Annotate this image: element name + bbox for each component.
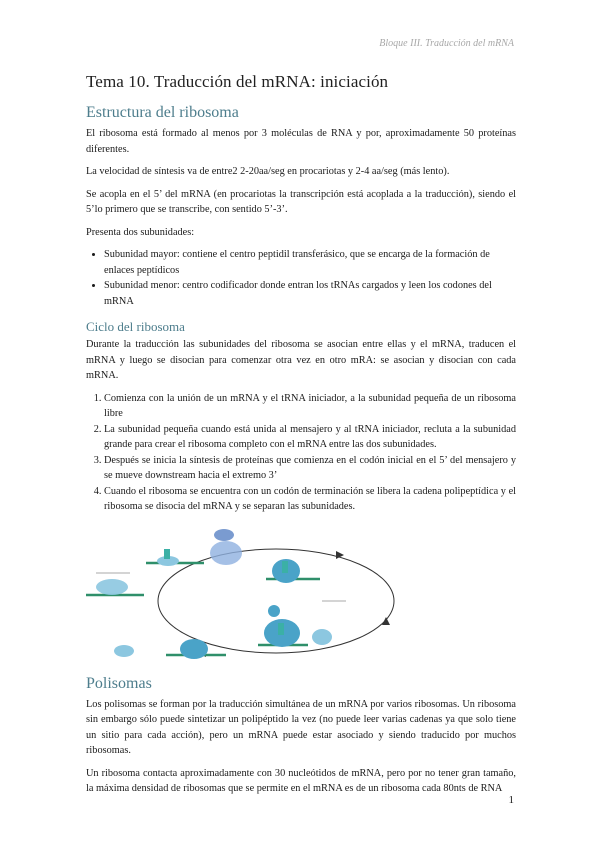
ribosome-cycle-figure	[86, 521, 516, 663]
paragraph: Durante la traducción las subunidades del ribosoma se asocian entre ellas y el mRNA, traducen el mRNA y luego se disocian para comenzar otra vez en otro mRA: se asocian y disocian con cada mRNA.	[86, 339, 516, 381]
list-item: 1. Comienza con la unión de un mRNA y el tRNA iniciador, a la subunidad pequeña de un ribosoma libre	[104, 391, 516, 422]
cycle-steps-list	[86, 391, 516, 515]
page-number: 1	[508, 794, 514, 806]
subsection-heading-ciclo: Ciclo del ribosoma	[86, 319, 185, 334]
paragraph: El ribosoma está formado al menos por 3 moléculas de RNA y por, aproximadamente 50 proteínas diferentes.	[86, 128, 516, 155]
subunit-list	[86, 247, 516, 309]
paragraph: La velocidad de síntesis va de entre2 2-20aa/seg en procariotas y 2-4 aa/seg (más lento).	[86, 166, 450, 177]
page-title: Tema 10. Traducción del mRNA: iniciación	[86, 72, 389, 91]
paragraph: Se acopla en el 5’ del mRNA (en procariotas la transcripción está acoplada a la traducción), siendo el 5’lo primero que se transcribe, con sentido 5’-3’.	[86, 188, 516, 215]
section-heading-estructura: Estructura del ribosoma	[86, 104, 239, 121]
list-item: • Subunidad menor: centro codificador donde entran los tRNAs cargados y leen los codones del mRNA	[104, 278, 516, 309]
paragraph: Un ribosoma contacta aproximadamente con 30 nucleótidos de mRNA, pero por no tener gran tamaño, la máxima densidad de ribosomas que se permite en el mRNA es de un ribosoma cada 80nts de RNA	[86, 767, 516, 794]
running-header: Bloque III. Traducción del mRNA	[379, 38, 514, 49]
paragraph: Presenta dos subunidades:	[86, 226, 195, 238]
section-heading-polisomas: Polisomas	[86, 674, 152, 692]
list-item: • Subunidad mayor: contiene el centro peptidil transferásico, que se encarga de la formación de enlaces peptídicos	[104, 247, 516, 278]
ribosome-cycle-diagram	[86, 521, 516, 663]
document-body	[86, 72, 516, 804]
list-item: 4. Cuando el ribosoma se encuentra con un codón de terminación se libera la cadena polipeptídica y el ribosoma se disocia del mRNA y se separan las subunidades.	[104, 484, 516, 515]
list-item: 3. Después se inicia la síntesis de proteínas que comienza en el codón inicial en el 5’ del mensajero y se mueve downstream hacia el extremo 3’	[104, 453, 516, 484]
paragraph: Los polisomas se forman por la traducción simultánea de un mRNA por varios ribosomas. Un ribosoma sin embargo sólo puede sintetizar un polipéptido la vez (no puede leer varias cadenas ya que solo tiene un sitio para cada acción), pero un mRNA puede estar asociado y siendo traducido por muchos ribosomas.	[86, 698, 516, 756]
list-item: 2. La subunidad pequeña cuando está unida al mensajero y al tRNA iniciador, recluta a la subunidad grande para crear el ribosoma completo con el mRNA entre las dos subunidades.	[104, 422, 516, 453]
